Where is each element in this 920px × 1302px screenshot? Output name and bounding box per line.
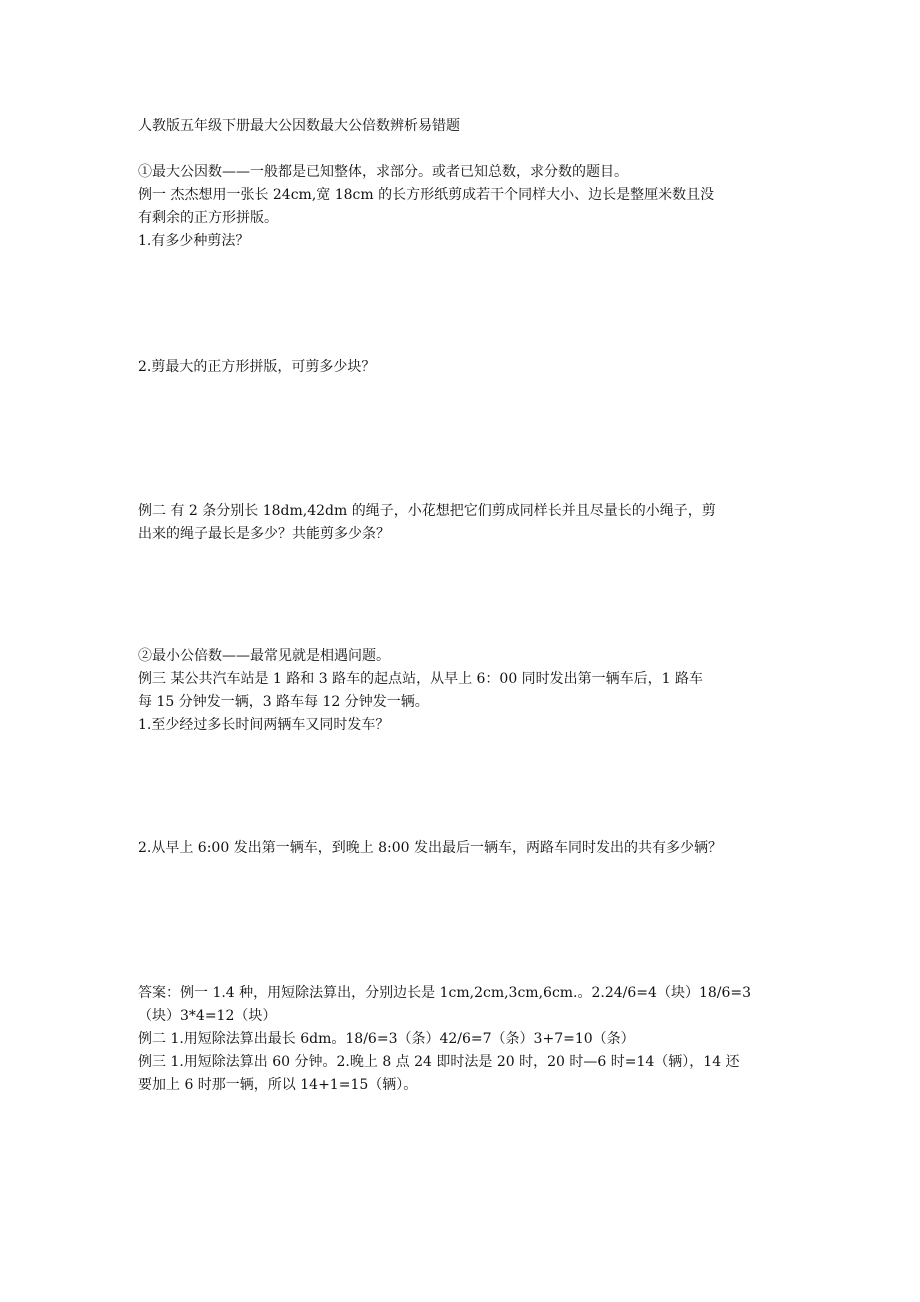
section-1-heading: ①最大公因数——一般都是已知整体，求部分。或者已知总数，求分数的题目。	[138, 164, 628, 180]
section-2-heading: ②最小公倍数——最常见就是相遇问题。	[138, 648, 390, 664]
example-1-question-1: 1.有多少种剪法？	[138, 233, 250, 249]
answers-line-4: 例三 1.用短除法算出 60 分钟。2.晚上 8 点 24 即时法是 20 时，20 时—6 时=14（辆），14 还	[138, 1054, 740, 1070]
answers-line-2: （块）3*4=12（块）	[138, 1008, 277, 1024]
example-3-text-line-1: 例三 某公共汽车站是 1 路和 3 路车的起点站，从早上 6：00 同时发出第一辆车后，1 路车	[138, 671, 704, 687]
example-3-question-1: 1.至少经过多长时间两辆车又同时发车？	[138, 717, 390, 733]
answers-line-1: 答案：例一 1.4 种，用短除法算出，分别边长是 1cm,2cm,3cm,6cm.。2.24/6=4（块）18/6=3	[138, 985, 752, 1001]
example-1-question-2: 2.剪最大的正方形拼版，可剪多少块？	[138, 359, 376, 375]
answers-line-3: 例二 1.用短除法算出最长 6dm。18/6=3（条）42/6=7（条）3+7=10（条）	[138, 1031, 635, 1047]
document-title: 人教版五年级下册最大公因数最大公倍数辨析易错题	[138, 118, 460, 134]
example-3-question-2: 2.从早上 6:00 发出第一辆车，到晚上 8:00 发出最后一辆车，两路车同时发出的共有多少辆？	[138, 840, 723, 856]
example-3-text-line-2: 每 15 分钟发一辆，3 路车每 12 分钟发一辆。	[138, 694, 429, 710]
answers-line-5: 要加上 6 时那一辆，所以 14+1=15（辆）。	[138, 1077, 418, 1093]
example-1-text-line-1: 例一 杰杰想用一张长 24cm,宽 18cm 的长方形纸剪成若干个同样大小、边长是整厘米数且没	[138, 187, 715, 203]
example-2-text-line-2: 出来的绳子最长是多少？共能剪多少条？	[138, 526, 390, 542]
example-2-text-line-1: 例二 有 2 条分别长 18dm,42dm 的绳子，小花想把它们剪成同样长并且尽量长的小绳子，剪	[138, 503, 716, 519]
example-1-text-line-2: 有剩余的正方形拼版。	[138, 210, 278, 226]
